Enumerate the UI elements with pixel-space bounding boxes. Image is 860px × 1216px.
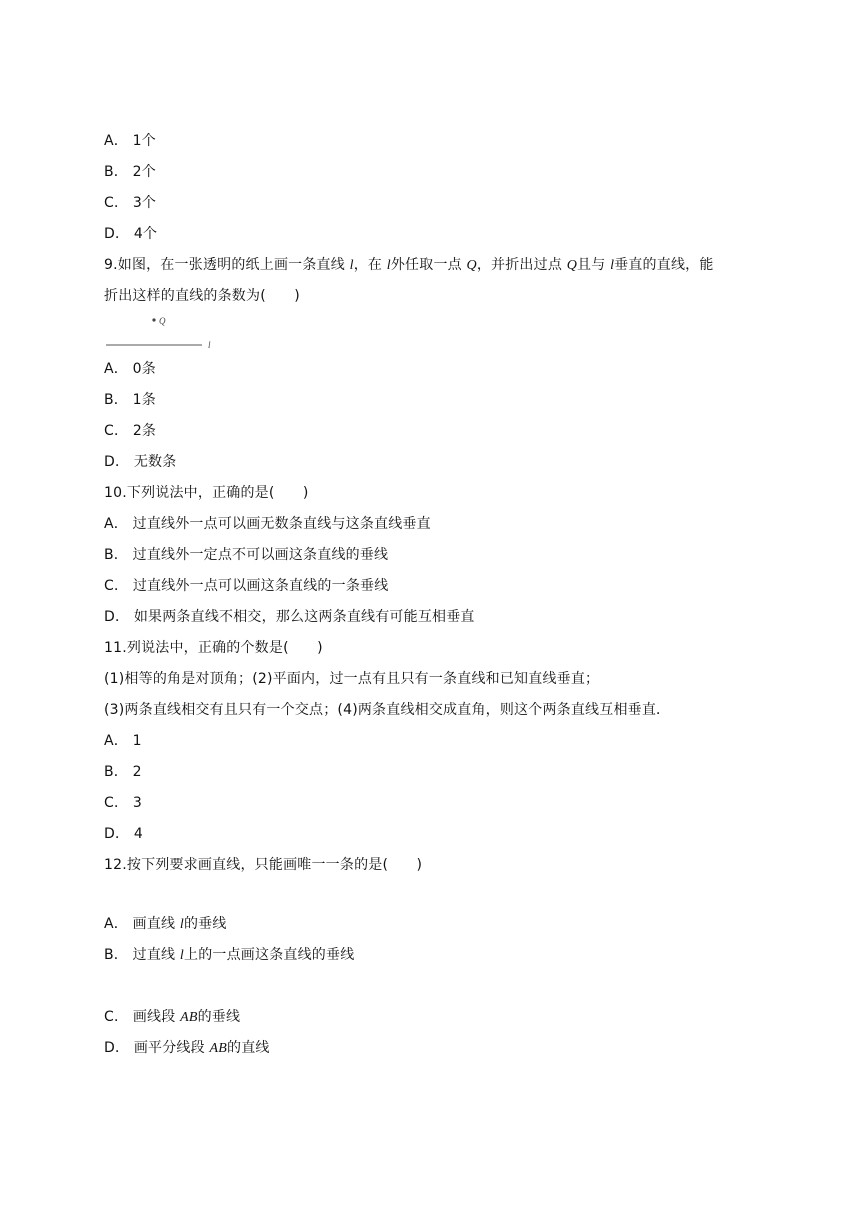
q12-b-text-2: 上的一点画这条直线的垂线 [184, 947, 355, 963]
q9-var-l-3: l [610, 258, 615, 273]
q8-option-b: B． 2个 [104, 164, 156, 180]
q10-option-c: C． 过直线外一点可以画这条直线的一条垂线 [104, 578, 389, 594]
q12-c-text-1: C． 画线段 [104, 1009, 181, 1025]
q12-d-text-2: 的直线 [227, 1040, 270, 1056]
q12-d-var: AB [209, 1041, 227, 1056]
q9-text-2: ，在 [353, 257, 387, 273]
q10-option-d: D． 如果两条直线不相交，那么这两条直线有可能互相垂直 [104, 609, 475, 625]
q10-stem: 10.下列说法中，正确的是( ) [104, 485, 309, 501]
line-l-label: l [208, 340, 211, 350]
q11-statement-2: (3)两条直线相交有且只有一个交点；(4)两条直线相交成直角，则这个两条直线互相垂直． [104, 702, 671, 718]
q12-c-var: AB [180, 1010, 198, 1025]
q12-stem: 12.按下列要求画直线，只能画唯一一条的是( ) [104, 857, 423, 873]
q12-b-text-1: B． 过直线 [104, 947, 180, 963]
q10-option-b: B． 过直线外一定点不可以画这条直线的垂线 [104, 547, 389, 563]
q8-option-a: A． 1个 [104, 133, 156, 149]
q12-option-b [104, 946, 354, 965]
q11-stem: 11.列说法中，正确的个数是( ) [104, 640, 323, 656]
point-q-label: Q [159, 316, 166, 326]
q12-a-text-1: A． 画直线 [104, 916, 180, 932]
q9-figure [104, 312, 224, 352]
q9-var-l-1: l [349, 258, 354, 273]
q12-option-a [104, 915, 227, 934]
q11-statement-1: (1)相等的角是对顶角；(2)平面内，过一点有且只有一条直线和已知直线垂直； [104, 671, 600, 687]
q9-option-b: B． 1条 [104, 392, 156, 408]
q9-text-6: 垂直的直线，能 [614, 257, 714, 273]
q11-option-c: C． 3 [104, 795, 142, 811]
point-q-dot [152, 318, 155, 321]
q12-option-c [104, 1008, 240, 1027]
q9-var-q-1: Q [466, 258, 477, 273]
q12-d-text-1: D． 画平分线段 [104, 1040, 210, 1056]
q11-option-d: D． 4 [104, 826, 143, 842]
q12-a-text-2: 的垂线 [183, 916, 227, 932]
q9-stem-line1 [104, 256, 714, 275]
q12-option-d [104, 1039, 270, 1058]
q9-option-d: D． 无数条 [104, 454, 177, 470]
q9-text-5: 且与 [577, 257, 611, 273]
q12-a-var: l [179, 917, 184, 932]
q9-text-3: 外任取一点 [390, 257, 467, 273]
q12-c-text-2: 的垂线 [197, 1009, 241, 1025]
q10-option-a: A． 过直线外一点可以画无数条直线与这条直线垂直 [104, 516, 431, 532]
q9-var-q-2: Q [566, 258, 577, 273]
q9-stem-line2: 折出这样的直线的条数为( ) [104, 288, 300, 304]
q9-text-4: ，并折出过点 [476, 257, 567, 273]
q12-b-var: l [179, 948, 184, 963]
q9-var-l-2: l [386, 258, 391, 273]
q9-text-1: 9.如图，在一张透明的纸上画一条直线 [104, 257, 350, 273]
q11-option-a: A． 1 [104, 733, 142, 749]
q11-option-b: B． 2 [104, 764, 142, 780]
q9-option-c: C． 2条 [104, 423, 157, 439]
q8-option-c: C． 3个 [104, 195, 157, 211]
q9-option-a: A． 0条 [104, 361, 156, 377]
q8-option-d: D． 4个 [104, 226, 158, 242]
